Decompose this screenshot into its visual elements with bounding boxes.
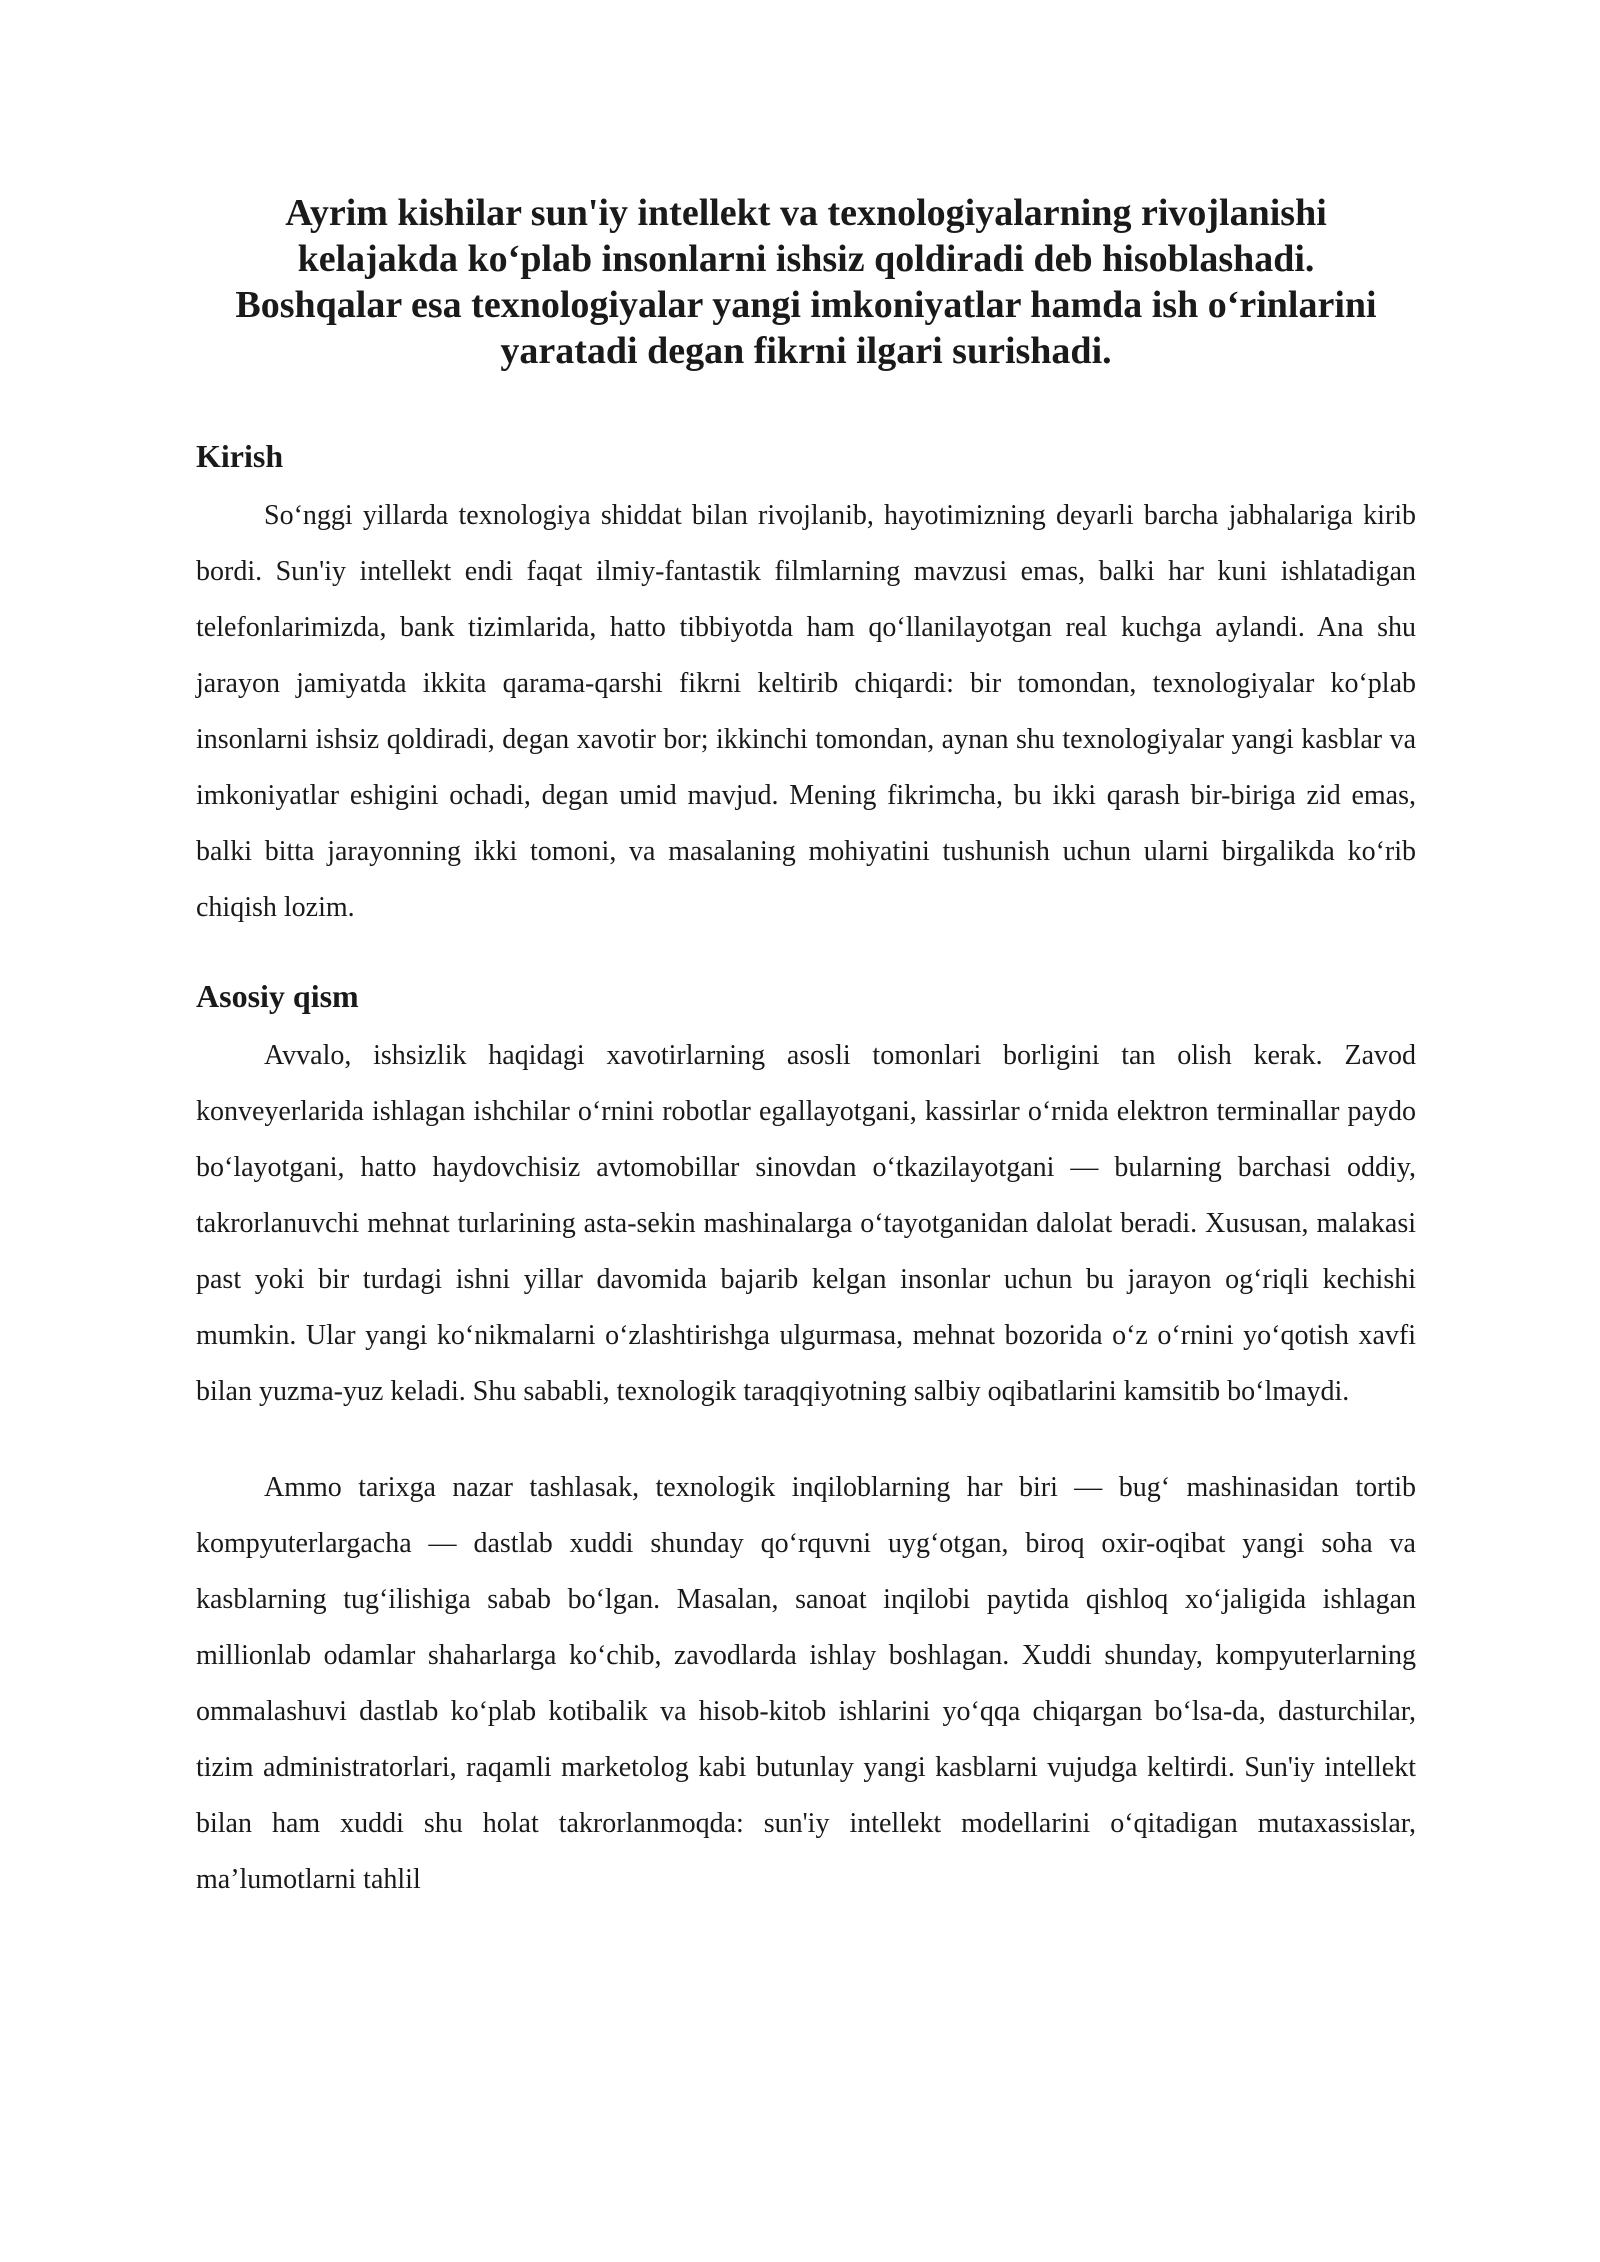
document-page: [196, 190, 1416, 1908]
paragraph-spacer: [196, 1420, 1416, 1460]
intro-paragraph: Soʻnggi yillarda texnologiya shiddat bilan rivojlanib, hayotimizning deyarli barcha jabhalariga kirib bordi. Sun'iy intellekt endi faqat ilmiy-fantastik filmlarning mavzusi emas, balki har kuni ishlatadigan telefonlarimizda, bank tizimlarida, hatto tibbiyotda ham qoʻllanilayotgan real kuchga aylandi. Ana shu jarayon jamiyatda ikkita qarama-qarshi fikrni keltirib chiqardi: bir tomondan, texnologiyalar koʻplab insonlarni ishsiz qoldiradi, degan xavotir bor; ikkinchi tomondan, aynan shu texnologiyalar yangi kasblar va imkoniyatlar eshigini ochadi, degan umid mavjud. Mening fikrimcha, bu ikki qarash bir-biriga zid emas, balki bitta jarayonning ikki tomoni, va masalaning mohiyatini tushunish uchun ularni birgalikda koʻrib chiqish lozim.: [196, 500, 1416, 923]
section-heading-intro: Kirish: [196, 438, 284, 474]
document-title: [196, 190, 1416, 374]
main-paragraph-2: Ammo tarixga nazar tashlasak, texnologik inqiloblarning har biri — bugʻ mashinasidan tortib kompyuterlargacha — dastlab xuddi shunday qoʻrquvni uygʻotgan, biroq oxir-oqibat yangi soha va kasblarning tugʻilishiga sabab boʻlgan. Masalan, sanoat inqilobi paytida qishloq xoʻjaligida ishlagan millionlab odamlar shaharlarga koʻchib, zavodlarda ishlay boshlagan. Xuddi shunday, kompyuterlarning ommalashuvi dastlab koʻplab kotibalik va hisob-kitob ishlarini yoʻqqa chiqargan boʻlsa-da, dasturchilar, tizim administratorlari, raqamli marketolog kabi butunlay yangi kasblarni vujudga keltirdi. Sun'iy intellekt bilan ham xuddi shu holat takrorlanmoqda: sun'iy intellekt modellarini oʻqitadigan mutaxassislar, maʼlumotlarni tahlil: [196, 1472, 1416, 1895]
title-line: kelajakda koʻplab insonlarni ishsiz qoldiradi deb hisoblashadi.: [297, 238, 1315, 280]
title-line: yaratadi degan fikrni ilgari surishadi.: [500, 330, 1112, 372]
section-heading-main: Asosiy qism: [196, 978, 359, 1014]
title-line: Ayrim kishilar sun'iy intellekt va texnologiyalarning rivojlanishi: [285, 192, 1327, 234]
main-paragraph-1: Avvalo, ishsizlik haqidagi xavotirlarning asosli tomonlari borligini tan olish kerak. Zavod konveyerlarida ishlagan ishchilar oʻrnini robotlar egallayotgani, kassirlar oʻrnida elektron terminallar paydo boʻlayotgani, hatto haydovchisiz avtomobillar sinovdan oʻtkazilayotgani — bularning barchasi oddiy, takrorlanuvchi mehnat turlarining asta-sekin mashinalarga oʻtayotganidan dalolat beradi. Xususan, malakasi past yoki bir turdagi ishni yillar davomida bajarib kelgan insonlar uchun bu jarayon ogʻriqli kechishi mumkin. Ular yangi koʻnikmalarni oʻzlashtirishga ulgurmasa, mehnat bozorida oʻz oʻrnini yoʻqotish xavfi bilan yuzma-yuz keladi. Shu sababli, texnologik taraqqiyotning salbiy oqibatlarini kamsitib boʻlmaydi.: [196, 1040, 1416, 1407]
title-line: Boshqalar esa texnologiyalar yangi imkoniyatlar hamda ish oʻrinlarini: [235, 284, 1377, 326]
